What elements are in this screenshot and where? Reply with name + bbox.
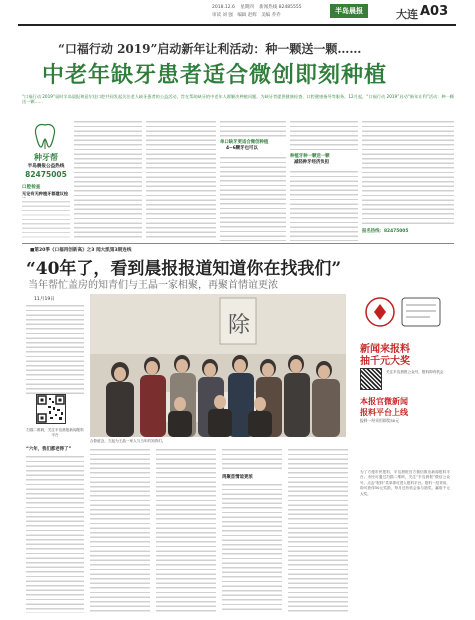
column-4-text-bottom (290, 168, 358, 241)
sidebar-body (22, 198, 70, 240)
column-4-text-top (290, 118, 358, 152)
sidebar-subtitle: 半岛晨报公益热线 (27, 164, 65, 169)
hotline-label: 新闻热线 (259, 5, 278, 10)
column-4-lower-text-top (222, 446, 282, 472)
promo-title-1: 新闻来报料 (360, 344, 410, 355)
tag-text: 第20季《口福再创新高》之3 闻大凯第3期连线 (34, 248, 132, 253)
story2-headline: “40年了，看到晨报报道知道你在找我们” (26, 259, 342, 279)
story2-column-1-top (26, 302, 84, 394)
editor-reviewer: 审读 刘 强 (212, 13, 233, 18)
promo-title-3: 本报官微新闻 (360, 397, 408, 406)
photo-caption: 合影留念，左起为王晶一家人与当年的知青们。 (90, 439, 166, 443)
story1-contact (362, 228, 408, 234)
story2-subhead: 当年帮忙盖房的知青们与王晶一家相聚，再聚首情谊更浓 (28, 280, 278, 291)
contact-label: 报名热线： (362, 229, 384, 234)
page-number: A03 (420, 4, 449, 19)
masthead-rule (18, 24, 456, 26)
editor-name: 编辑 赵辉 (237, 13, 257, 18)
editor-line (212, 12, 281, 18)
paper-name: 半岛晨报 (335, 6, 363, 15)
promo-box (354, 290, 454, 613)
story2-column-3 (156, 446, 216, 613)
date-line (212, 4, 302, 10)
paper-logo (330, 4, 368, 18)
story1-heading-3: 种植牙种一颗送一颗 (290, 154, 330, 159)
promo-title-4: 报料平台上线 (360, 408, 408, 417)
story2-column-1 (26, 453, 84, 613)
story1-column-4 (290, 118, 358, 241)
contact-phone: 82475005 (383, 229, 409, 234)
story2-column-2 (90, 446, 150, 613)
promo-body: 为了方便市民报料，半岛晨报官方微信推出新闻报料平台。市民可通过扫描二维码，关注“半岛晨报”微信公众号，点击“报料”菜单即可进入报料平台。报料一经采用，即可获得50元奖励，每月还有机会参与抽奖，赢取千元大奖。 (360, 470, 450, 496)
story2-tag: ■第20季《口福再创新高》之3 闻大凯第3期连线 (30, 248, 132, 253)
story1-heading-2: 4~6颗牙也可以 (226, 146, 258, 151)
group-photo (90, 294, 346, 437)
story1-heading-4: 减轻种牙经济负担 (294, 160, 330, 165)
date: 2018.12.6 (212, 5, 235, 10)
story2-subheading-1: “六年，我们都老得了” (26, 447, 72, 452)
promo-qr[interactable] (360, 368, 382, 390)
story1-headline: 中老年缺牙患者适合微创即刻种植 (42, 63, 388, 88)
promo-note: 报料一经采用即奖50元 (360, 418, 400, 423)
promo-illustration (360, 290, 450, 340)
column-4-lower-text-bottom (222, 481, 282, 613)
qr-code[interactable] (36, 394, 66, 424)
story1-kicker: “口福行动 2019”启动新年让利活动：种一颗送一颗…… (58, 42, 362, 56)
story2-dateline: 11月19日 (34, 297, 55, 302)
story1-lead: “口福行动 2019”届时半岛晨报和意尔佳口腔共同发起关注老人缺牙患者的公益活动，旨在帮助缺牙的中老年人群解决种植问题。为缺牙者提供健康检查、口腔健康指导等服务。12月起，“口福行动 2019”启动“新年让利”活动：种一颗送一颗…… (22, 94, 454, 105)
sidebar-heading-1: 口腔检查 (22, 185, 41, 190)
story1-column-5 (362, 118, 454, 241)
story1-column-1 (74, 118, 142, 241)
promo-title-2: 抽千元大奖 (360, 356, 410, 367)
masthead (0, 0, 475, 36)
svg-text:除: 除 (228, 313, 251, 338)
sidebar-phone: 82475005 (25, 170, 67, 179)
column-3-text-bottom (220, 154, 286, 241)
section-divider (22, 243, 454, 244)
story1-heading-1: 单口缺牙更适合微创种植 (220, 140, 269, 145)
story2-subheading-2: 再聚首情谊更浓 (222, 475, 253, 480)
story2-column-5 (288, 446, 348, 613)
story1-column-2 (146, 118, 216, 241)
sidebar-heading-2: 无论有无种植牙都建议检 (22, 191, 69, 196)
tooth-icon (30, 122, 60, 150)
hotline: 82485555 (278, 5, 302, 10)
story1-column-3 (220, 118, 286, 241)
qr-caption: 扫描二维码，关注半岛晨报新闻报料平台 (26, 428, 84, 437)
column-3-text-top (220, 118, 286, 138)
story1-sidebar (22, 122, 70, 240)
story2-column-4 (222, 446, 282, 613)
section-label: 大连 (396, 8, 418, 21)
promo-small-text: 关注半岛晨报公众号，报料即有机会 (386, 370, 444, 374)
sidebar-title: 种牙帮 (34, 153, 58, 162)
editor-designer: 美编 乔乔 (261, 13, 281, 18)
column-5-text (362, 118, 454, 226)
weekday: 星期四 (240, 5, 254, 10)
